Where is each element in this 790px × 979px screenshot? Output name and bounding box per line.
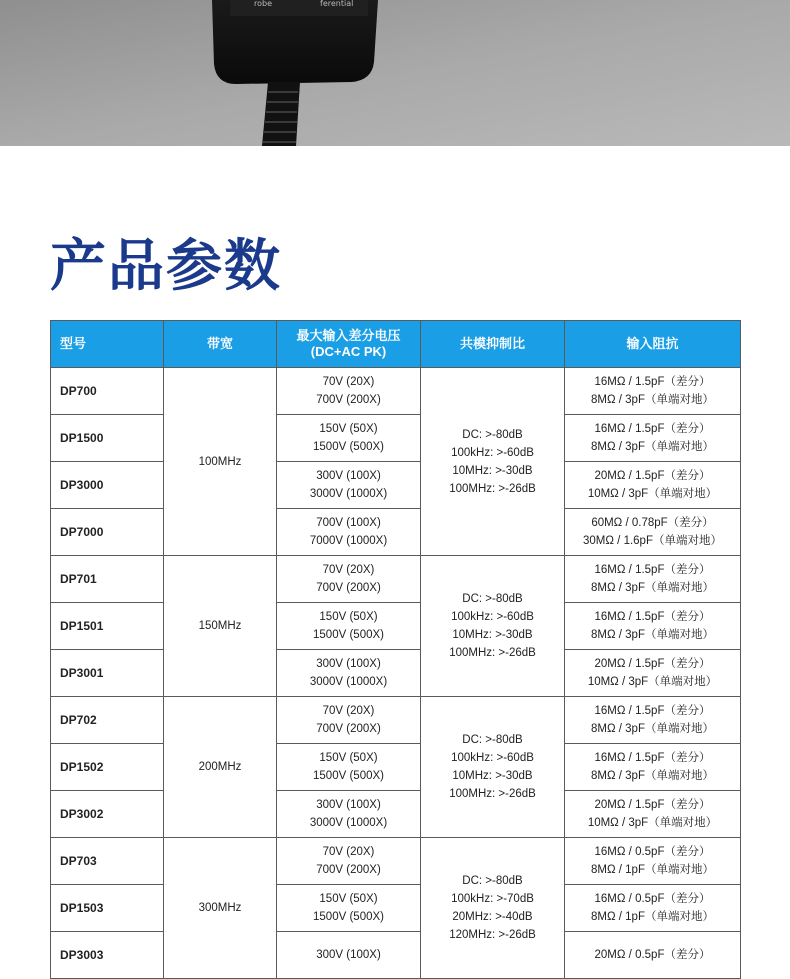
cmrr-line: 10MHz: >-30dB (452, 464, 533, 477)
header-cmrr: 共模抑制比 (421, 321, 565, 368)
model-cell: DP1500 (51, 415, 164, 462)
model-cell: DP703 (51, 838, 164, 885)
impedance-line: 16MΩ / 1.5pF（差分） (594, 752, 711, 764)
max-voltage-line: 150V (50X) (319, 423, 378, 435)
cmrr-line: 100MHz: >-26dB (449, 482, 536, 495)
header-impedance: 输入阻抗 (565, 321, 741, 368)
cmrr-line: 10MHz: >-30dB (452, 770, 533, 782)
table-row (51, 932, 741, 979)
header-max-voltage (277, 321, 421, 368)
impedance-cell (565, 368, 741, 415)
model-cell: DP1503 (51, 885, 164, 932)
model-cell: DP1501 (51, 603, 164, 650)
max-voltage-line: 700V (100X) (316, 517, 381, 529)
header-max-voltage-line1: 最大输入差分电压 (296, 328, 401, 343)
cmrr-cell (421, 368, 565, 556)
impedance-line: 20MΩ / 1.5pF（差分） (594, 470, 711, 482)
table-row (51, 603, 741, 650)
max-voltage-line: 300V (100X) (316, 949, 381, 961)
impedance-cell (565, 556, 741, 603)
table-row (51, 556, 741, 603)
max-voltage-line: 3000V (1000X) (309, 488, 388, 500)
max-voltage-line: 70V (20X) (322, 705, 375, 717)
cmrr-line: 20MHz: >-40dB (452, 911, 533, 923)
max-voltage-cell (277, 509, 421, 556)
table-row (51, 744, 741, 791)
max-voltage-cell (277, 885, 421, 932)
table-row (51, 650, 741, 697)
cmrr-line: DC: >-80dB (462, 428, 523, 441)
table-row (51, 462, 741, 509)
max-voltage-cell (277, 838, 421, 885)
impedance-cell (565, 791, 741, 838)
max-voltage-cell (277, 697, 421, 744)
cmrr-line: 100kHz: >-60dB (451, 752, 534, 764)
table-row (51, 885, 741, 932)
impedance-line: 8MΩ / 3pF（单端对地） (591, 441, 714, 453)
model-cell: DP1502 (51, 744, 164, 791)
impedance-line: 16MΩ / 1.5pF（差分） (594, 611, 711, 623)
max-voltage-line: 7000V (1000X) (309, 535, 388, 547)
cmrr-line: 120MHz: >-26dB (449, 929, 536, 941)
cmrr-line: 100kHz: >-60dB (451, 611, 534, 623)
cmrr-cell (421, 556, 565, 697)
impedance-line: 8MΩ / 3pF（单端对地） (591, 629, 714, 641)
impedance-cell (565, 932, 741, 979)
max-voltage-cell (277, 932, 421, 979)
impedance-line: 20MΩ / 1.5pF（差分） (594, 658, 711, 670)
impedance-line: 16MΩ / 1.5pF（差分） (594, 376, 711, 388)
table-row (51, 697, 741, 744)
max-voltage-cell (277, 368, 421, 415)
max-voltage-line: 1500V (500X) (313, 441, 384, 453)
model-cell: DP3002 (51, 791, 164, 838)
max-voltage-cell (277, 415, 421, 462)
max-voltage-cell (277, 744, 421, 791)
table-row (51, 509, 741, 556)
cmrr-line: DC: >-80dB (462, 734, 523, 746)
cmrr-line: DC: >-80dB (462, 593, 523, 605)
max-voltage-line: 700V (200X) (316, 394, 381, 406)
max-voltage-line: 700V (200X) (316, 582, 381, 594)
max-voltage-line: 3000V (1000X) (309, 676, 388, 688)
impedance-cell (565, 415, 741, 462)
max-voltage-cell (277, 462, 421, 509)
impedance-line: 30MΩ / 1.6pF（单端对地） (583, 535, 722, 547)
max-voltage-line: 700V (200X) (316, 864, 381, 876)
model-cell: DP3001 (51, 650, 164, 697)
max-voltage-line: 150V (50X) (319, 752, 378, 764)
max-voltage-line: 300V (100X) (316, 799, 381, 811)
header-bandwidth: 带宽 (164, 321, 277, 368)
max-voltage-line: 300V (100X) (316, 658, 381, 670)
cmrr-cell (421, 697, 565, 838)
max-voltage-line: 1500V (500X) (313, 770, 384, 782)
impedance-cell (565, 650, 741, 697)
cmrr-line: 100kHz: >-60dB (451, 446, 534, 459)
max-voltage-line: 700V (200X) (316, 723, 381, 735)
impedance-line: 8MΩ / 1pF（单端对地） (591, 911, 714, 923)
max-voltage-cell (277, 650, 421, 697)
model-cell: DP3003 (51, 932, 164, 979)
probe-device-image (0, 0, 790, 146)
max-voltage-line: 70V (20X) (322, 564, 375, 576)
impedance-cell (565, 697, 741, 744)
impedance-cell (565, 744, 741, 791)
max-voltage-line: 150V (50X) (319, 611, 378, 623)
impedance-cell (565, 885, 741, 932)
cmrr-line: 100MHz: >-26dB (449, 647, 536, 659)
device-label-right: ferential (320, 0, 354, 8)
max-voltage-cell (277, 791, 421, 838)
impedance-line: 20MΩ / 0.5pF（差分） (594, 949, 711, 961)
impedance-line: 8MΩ / 3pF（单端对地） (591, 582, 714, 594)
model-cell: DP3000 (51, 462, 164, 509)
spec-table (50, 320, 741, 979)
max-voltage-line: 70V (20X) (322, 846, 375, 858)
impedance-line: 8MΩ / 3pF（单端对地） (591, 770, 714, 782)
impedance-line: 10MΩ / 3pF（单端对地） (587, 817, 718, 829)
table-header-row (51, 321, 741, 368)
cmrr-cell (421, 838, 565, 979)
page-title: 产品参数 (50, 234, 282, 299)
table-row (51, 415, 741, 462)
model-cell: DP700 (51, 368, 164, 415)
impedance-line: 20MΩ / 1.5pF（差分） (594, 799, 711, 811)
max-voltage-line: 70V (20X) (322, 376, 375, 388)
max-voltage-cell (277, 556, 421, 603)
bandwidth-cell: 200MHz (164, 697, 277, 838)
table-row (51, 791, 741, 838)
impedance-line: 10MΩ / 3pF（单端对地） (587, 488, 718, 500)
impedance-cell (565, 603, 741, 650)
cmrr-line: 100MHz: >-26dB (449, 788, 536, 800)
impedance-cell (565, 509, 741, 556)
header-model: 型号 (51, 321, 164, 368)
model-cell: DP7000 (51, 509, 164, 556)
cmrr-line: DC: >-80dB (462, 875, 523, 887)
model-cell: DP702 (51, 697, 164, 744)
table-row (51, 368, 741, 415)
impedance-line: 60MΩ / 0.78pF（差分） (591, 517, 714, 529)
max-voltage-cell (277, 603, 421, 650)
max-voltage-line: 150V (50X) (319, 893, 378, 905)
cmrr-line: 100kHz: >-70dB (451, 893, 534, 905)
impedance-line: 16MΩ / 1.5pF（差分） (594, 705, 711, 717)
table-row (51, 838, 741, 885)
impedance-line: 8MΩ / 3pF（单端对地） (591, 723, 714, 735)
impedance-line: 10MΩ / 3pF（单端对地） (587, 676, 718, 688)
model-cell: DP701 (51, 556, 164, 603)
impedance-cell (565, 462, 741, 509)
max-voltage-line: 300V (100X) (316, 470, 381, 482)
bandwidth-cell: 150MHz (164, 556, 277, 697)
impedance-line: 16MΩ / 1.5pF（差分） (594, 564, 711, 576)
max-voltage-line: 1500V (500X) (313, 629, 384, 641)
device-label-left: robe (254, 0, 273, 8)
impedance-cell (565, 838, 741, 885)
bandwidth-cell: 300MHz (164, 838, 277, 979)
impedance-line: 8MΩ / 3pF（单端对地） (591, 394, 714, 406)
product-photo (0, 0, 790, 146)
impedance-line: 16MΩ / 0.5pF（差分） (594, 893, 711, 905)
bandwidth-cell: 100MHz (164, 368, 277, 556)
impedance-line: 16MΩ / 0.5pF（差分） (594, 846, 711, 858)
cmrr-line: 10MHz: >-30dB (452, 629, 533, 641)
impedance-line: 16MΩ / 1.5pF（差分） (594, 423, 711, 435)
header-max-voltage-line2: (DC+AC PK) (310, 344, 387, 359)
max-voltage-line: 1500V (500X) (313, 911, 384, 923)
spec-table-body (51, 368, 741, 979)
max-voltage-line: 3000V (1000X) (309, 817, 388, 829)
impedance-line: 8MΩ / 1pF（单端对地） (591, 864, 714, 876)
